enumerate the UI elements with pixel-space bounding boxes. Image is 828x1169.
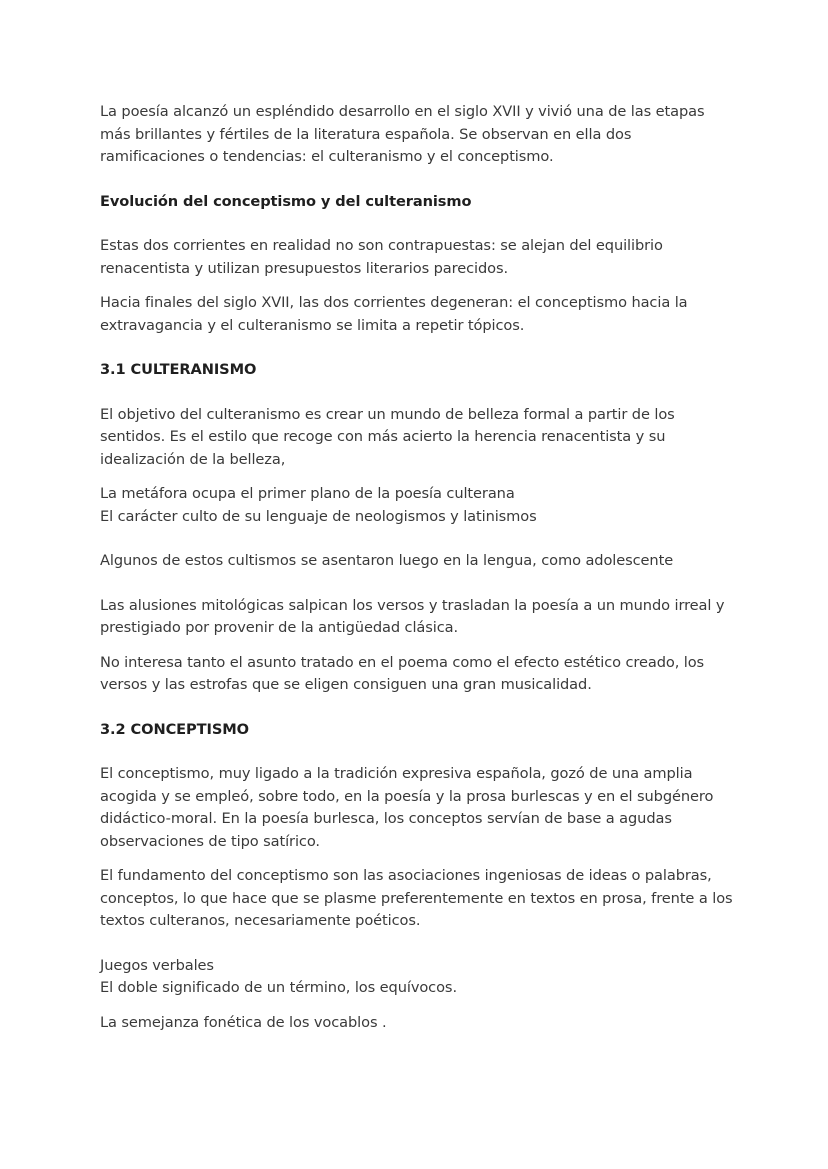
conceptismo-paragraph-1: El conceptismo, muy ligado a la tradición expresiva española, gozó de una amplia acogida y se empleó, sobre todo, en la poesía y la prosa burlescas y en el subgénero didáctico-moral. En la poesía burlesca, los conceptos servían de base a agudas observaciones de tipo satírico. — [100, 765, 714, 850]
culteranismo-line-caracter-culto: El carácter culto de su lenguaje de neologismos y latinismos — [100, 507, 537, 525]
conceptismo-line-doble-significado: El doble significado de un término, los equívocos. — [100, 979, 457, 996]
culteranismo-paragraph-cultismos: Algunos de estos cultismos se asentaron luego en la lengua, como adolescente — [100, 552, 674, 569]
culteranismo-line-metafora: La metáfora ocupa el primer plano de la poesía culterana — [100, 485, 515, 502]
conceptismo-line-juegos-verbales: Juegos verbales — [100, 956, 214, 974]
culteranismo-paragraph-musicalidad: No interesa tanto el asunto tratado en el poema como el efecto estético creado, los versos y las estrofas que se eligen consiguen una gran musicalidad. — [100, 653, 705, 693]
evolution-paragraph-2: Hacia finales del siglo XVII, las dos corrientes degeneran: el conceptismo hacia la extravagancia y el culteranismo se limita a repetir tópicos. — [100, 294, 688, 334]
evolution-heading: Evolución del conceptismo y del culteranismo — [100, 192, 472, 210]
conceptismo-heading: 3.2 CONCEPTISMO — [100, 720, 249, 738]
culteranismo-heading: 3.1 CULTERANISMO — [100, 361, 257, 378]
evolution-paragraph-1: Estas dos corrientes en realidad no son contrapuestas: se alejan del equilibrio renacentista y utilizan presupuestos literarios parecidos. — [100, 237, 663, 277]
document-body — [100, 101, 736, 1034]
conceptismo-paragraph-semejanza: La semejanza fonética de los vocablos . — [100, 1013, 387, 1031]
intro-paragraph: La poesía alcanzó un espléndido desarrollo en el siglo XVII y vivió una de las etapas más brillantes y fértiles de la literatura española. Se observan en ella dos ramificaciones o tendencias: el culteranismo y el conceptismo. — [100, 103, 705, 165]
conceptismo-paragraph-2: El fundamento del conceptismo son las asociaciones ingeniosas de ideas o palabras, conceptos, lo que hace que se plasme preferentemente en textos en prosa, frente a los textos culteranos, necesariamente poéticos. — [100, 867, 733, 929]
culteranismo-paragraph-alusiones: Las alusiones mitológicas salpican los versos y trasladan la poesía a un mundo irreal y prestigiado por provenir de la antigüedad clásica. — [100, 596, 725, 636]
culteranismo-paragraph-1: El objetivo del culteranismo es crear un mundo de belleza formal a partir de los sentidos. Es el estilo que recoge con más acierto la herencia renacentista y su idealización de la belleza, — [100, 405, 675, 468]
